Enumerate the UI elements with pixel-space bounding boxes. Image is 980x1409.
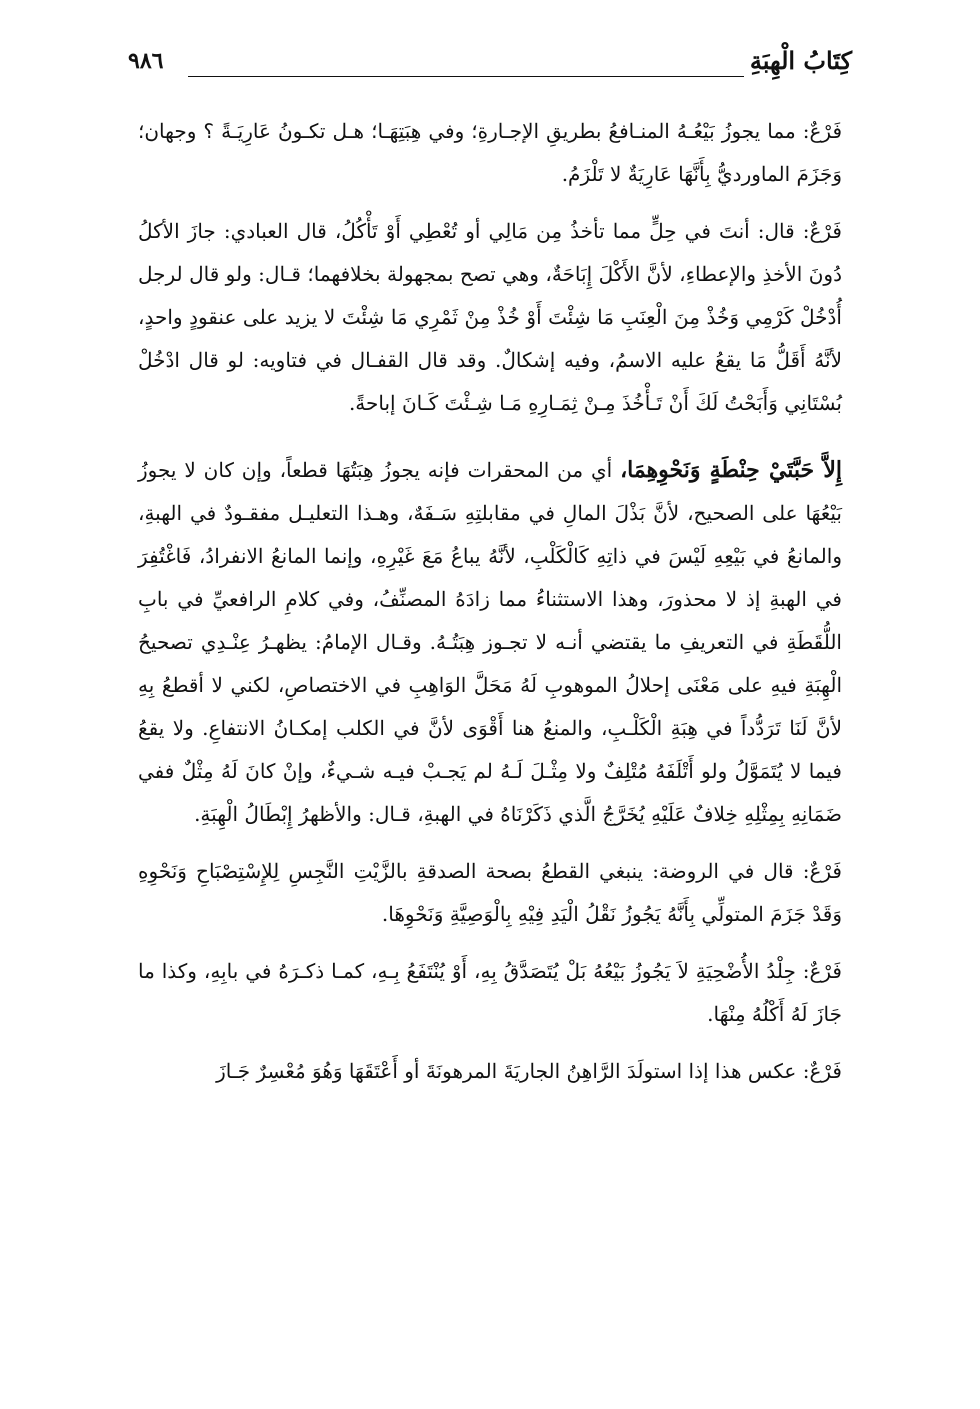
paragraph-far-1: فَرْعٌ: مما يجوزُ بَيْعُـهُ المنـافعُ بطريقِ الإجـارةِ؛ وفي هِبَتِهَـا؛ هـل تكـونُ عَارِيَـةً ؟ وجهان؛ وَجَزَمَ الماورديُّ بِأَنَّهَا عَارِيَةٌ لا تَلْزَمُ. xyxy=(138,119,842,186)
main-commentary: أي من المحقرات فإنه يجوزُ هِبَتُهَا قطعاً، وإن كان لا يجوزُ بَيْعُهَا على الصحيح، لأنَّ بَذْلَ المالِ في مقابلتِهِ سَـفَهٌ، وهـذا التعليـل مفقـودٌ في الهبةِ، والمانعُ في بَيْعِهِ لَيْسَ في ذاتِهِ كَالْكَلْبِ، لأنَّهُ يباعُ مَعَ غَيْرِهِ، وإنما المانعُ الانفرادُ، فَاغْتُفِرَ في الهبةِ إذ لا محذورَ، وهذا الاستثناءُ مما زادَهُ المصنِّفُ، وفي كلامِ الرافعيِّ في بابِ اللُّقَطَةِ في التعريفِ ما يقتضي أنـه لا تجـوز هِبَتُـهُ. وقـال الإمامُ: يظهـرُ عِنْـدِي تصحيحُ الْهِبَةِ فيهِ على مَعْنَى إحلالُ الموهوبِ لَهُ مَحَلَّ الوَاهِبِ في الاختصاصِ، لكني لا أقطعُ بِهِ لأنَّ لَنَا تَرَدُّداً في هِبَةِ الْكَلْـبِ، والمنعُ هنا أَقْوَى لأنَّ في الكلب إمكـانُ الانتفاعِ. ولا يقعُ فيما لا يُتَمَوَّلُ ولو أَتْلَفَهُ مُتْلِفٌ ولا مِثْـلَ لَـهُ لم يَجـبْ فيـه شـيءٌ، وإنْ كانَ لَهُ مِثْلٌ ففي ضَمَانِهِ بِمِثْلِهِ خِلافٌ عَلَيْهِ يُخَرَّجُ الَّذي ذَكَرْنَاهُ في الهبةِ، قـال: والأظهرُ إِبْطَالُ الْهِبَةِ. xyxy=(138,458,842,826)
running-title: كِتَابُ الْهِبَةِ xyxy=(749,46,852,75)
page-body xyxy=(138,110,842,1093)
paragraph-far-2: فَرْعٌ: قال: أنتَ في حِلٍّ مما تأخذُ مِن مَالِي أو تُعْطِي أَوْ تَأْكُلُ، قال العبادي: جازَ الأكلُ دُونَ الأخذِ والإعطاءِ، لأنَّ الأَكْلَ إِبَاحَةٌ، وهي تصح بمجهولة بخلافهما؛ قـال: ولو قال لرجل أُدْخُلْ كَرْمِي وَخُذْ مِنَ الْعِنَبِ مَا شِئْتَ أَوْ خُذْ مِنْ ثَمْرِي مَا شِئْتَ لا يزيد على عنقودٍ واحدٍ، لأنَّهُ أَقَلُّ مَا يقعُ عليه الاسمُ، وفيه إشكالٌ. وقد قال القفـال في فتاويه: لو قال ادْخُلْ بُسْتَانِي وَأَبَحْتُ لَكَ أَنْ تَـأْخُذَ مِـنْ ثِمَـارِهِ مَـا شِـئْتَ كَـانَ إباحةً. xyxy=(138,219,842,415)
main-text-lead: إِلاَّ حَبَّتَيْ حِنْطَةٍ وَنَحْوِهِمَا، xyxy=(620,457,842,483)
main-paragraph xyxy=(138,449,842,836)
header-rule xyxy=(188,76,744,77)
paragraph-far-5: فَرْعٌ: عكس هذا إذا استولَدَ الرَّاهِنُ الجاريَةَ المرهونَةَ أو أَعْتَقَهَا وَهُوَ مُعْسِرٌ جَـازَ xyxy=(216,1059,842,1083)
page-header xyxy=(128,46,852,80)
paragraph-far-4: فَرْعٌ: جِلْدُ الأُضْحِيَةِ لاَ يَجُوزُ بَيْعُهُ بَلْ يُتَصَدَّقُ بِهِ، أَوْ يُنْتَفَعُ بِـهِ، كمـا ذكـرَهُ في بابِهِ، وكذا ما جَازَ لَهُ أَكْلُهُ مِنْهَا. xyxy=(138,959,842,1026)
page-number: ٩٨٦ xyxy=(128,48,164,74)
paragraph-far-3: فَرْعٌ: قال في الروضة: ينبغي القطعُ بصحة الصدقةِ بالزَّيْتِ النَّجِسِ لِلإِسْتِصْبَاحِ وَنَحْوِهِ وَقَدْ جَزَمَ المتولِّي بِأَنَّهُ يَجُوزُ نَقْلُ الْيَدِ فِيْهِ بِالْوَصِيَّةِ وَنَحْوِهَا. xyxy=(138,859,842,926)
